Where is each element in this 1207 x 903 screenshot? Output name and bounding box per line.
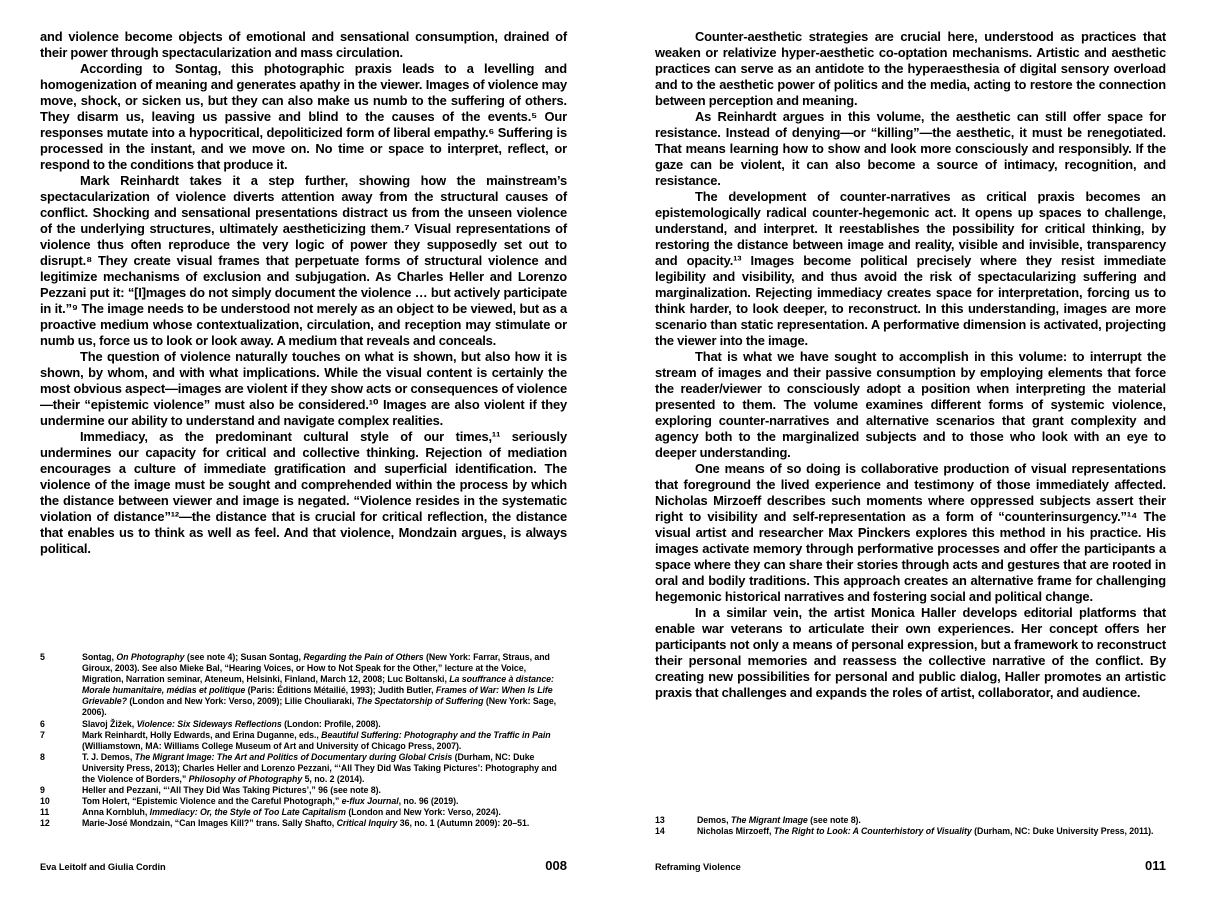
footnote-11 <box>40 807 567 818</box>
body-paragraph: According to Sontag, this photographic praxis leads to a levelling and homogenization of meaning and generates apathy in the viewer. Images of violence may move, shock, or sicken us, but they can also make us numb to the suffering of others. They disarm us, leaving us passive and blind to the causes of the events.⁵ Our responses mutate into a hypocritical, depoliticized form of liberal empathy.⁶ Suffering is processed in the instant, and we move on. No time or space to interpret, reflect, or respond to the conditions that produce it. <box>40 61 567 172</box>
footnote-text: Anna Kornbluh, Immediacy: Or, the Style of Too Late Capitalism (London and New York: Verso, 2024). <box>82 807 501 818</box>
footnote-number: 12 <box>40 818 50 829</box>
page-left <box>40 0 567 903</box>
footnote-text: Marie-José Mondzain, “Can Images Kill?” trans. Sally Shafto, Critical Inquiry 36, no. 1 (Autumn 2009): 20–51. <box>82 818 530 829</box>
footnote-number: 9 <box>40 785 45 796</box>
page-number-right: 011 <box>1145 858 1166 873</box>
footnote-text: Slavoj Žižek, Violence: Six Sideways Reflections (London: Profile, 2008). <box>82 718 381 729</box>
body-paragraph: Immediacy, as the predominant cultural style of our times,¹¹ seriously undermines our capacity for critical and collective thinking. Rejection of mediation encourages a culture of immediate gratification and superficial identification. The violence of the image must be sought and comprehended within the process by which the distance between viewer and image is negated. “Violence resides in the systematic violation of distance”¹²—the distance that is crucial for critical reflection, the distance that enables us to think as well as feel. And that violence, Mondzain argues, is always political. <box>40 429 567 556</box>
page-right <box>655 0 1166 903</box>
footnote-12 <box>40 818 567 829</box>
footnote-text: Mark Reinhardt, Holly Edwards, and Erina Duganne, eds., Beautiful Suffering: Photography and the Traffic in Pain (Williamstown, MA: Williams College Museum of Art and University of Chicago Press, 2007). <box>82 729 551 751</box>
footnote-text: T. J. Demos, The Migrant Image: The Art and Politics of Documentary during Global Crisis (Durham, NC: Duke University Press, 2013); Charles Heller and Lorenzo Pezzani, “‘All They Did Was Taking Pictures’: Photography and the Violence of Borders,” Philosophy of Photography 5, no. 2 (2014). <box>82 751 557 785</box>
footnote-number: 10 <box>40 796 50 807</box>
page-number-left: 008 <box>545 858 567 873</box>
running-footer-authors: Eva Leitolf and Giulia Cordin <box>40 862 166 872</box>
footnote-6 <box>40 719 567 730</box>
footnote-text: Tom Holert, “Epistemic Violence and the Careful Photograph,” e-flux Journal, no. 96 (2019). <box>82 796 459 807</box>
footnote-number: 14 <box>655 826 665 837</box>
body-text-left <box>40 29 567 557</box>
footnote-text: Demos, The Migrant Image (see note 8). <box>697 815 861 825</box>
footnote-number: 11 <box>40 807 50 818</box>
footnote-number: 6 <box>40 718 45 729</box>
running-footer-title: Reframing Violence <box>655 862 741 872</box>
footnote-7 <box>40 730 567 752</box>
footnote-number: 13 <box>655 815 665 825</box>
footnotes-right <box>655 815 1166 837</box>
body-paragraph: The question of violence naturally touches on what is shown, but also how it is shown, by whom, and with what implications. While the visual content is certainly the most obvious aspect—images are violent if they show acts or consequences of violence—their “epistemic violence” must also be considered.¹⁰ Images are also violent if they undermine our ability to understand and navigate complex realities. <box>40 349 567 428</box>
page-footer-left <box>40 858 567 873</box>
body-paragraph: The development of counter-narratives as critical praxis becomes an epistemologically radical counter-hegemonic act. It opens up spaces to challenge, understand, and interpret. It reestablishes the possibility for critical thinking, by restoring the distance between image and reality, visible and invisible, transparency and opacity.¹³ Images become political precisely where they resist immediate legibility and visibility, and thus avoid the risk of spectacularizing suffering and marginalization. Rejecting immediacy creates space for interpretation, forcing us to think harder, to look deeper, to reconstruct. In this understanding, images are more scenario than static representation. A performative dimension is activated, projecting the viewer into the image. <box>655 189 1166 348</box>
body-paragraph: Mark Reinhardt takes it a step further, showing how the mainstream’s spectacularization of violence diverts attention away from the structural causes of conflict. Shocking and sensational presentations distract us from the unseen violence of the underlying structures, ultimately aestheticizing them.⁷ Visual representations of violence thus often reproduce the very logic of power they supposedly set out to disrupt.⁸ They create visual frames that perpetuate forms of structural violence and legitimize mechanisms of exclusion and subjugation. As Charles Heller and Lorenzo Pezzani put it: “[I]mages do not simply document the violence … but actively participate in it.”⁹ The image needs to be understood not merely as an object to be viewed, but as a proactive medium whose contextualization, circulation, and reception may stimulate or numb us, force us to look or look away. A medium that reveals and conceals. <box>40 173 567 348</box>
footnote-number: 7 <box>40 729 45 740</box>
footnote-text: Sontag, On Photography (see note 4); Susan Sontag, Regarding the Pain of Others (New York: Farrar, Straus, and Giroux, 2003). See also Mieke Bal, “Hearing Voices, or How to Not Speak for the Other,” lecture at the Voice, Migration, Narration seminar, Ateneum, Helsinki, Finland, March 12, 2008; Luc Boltanski, La souffrance à distance: Morale humanitaire, médias et politique (Paris: Éditions Métailié, 1993); Judith Butler, Frames of War: When Is Life Grievable? (London and New York: Verso, 2009); Lilie Chouliaraki, The Spectatorship of Suffering (New York: Sage, 2006). <box>82 652 557 718</box>
footnote-13 <box>655 815 1166 826</box>
footnotes-left <box>40 652 567 830</box>
footnote-text: Heller and Pezzani, “‘All They Did Was Taking Pictures’,” 96 (see note 8). <box>82 785 381 796</box>
page-footer-right <box>655 858 1166 873</box>
body-paragraph: In a similar vein, the artist Monica Haller develops editorial platforms that enable war veterans to articulate their own experiences. Her concept offers her participants not only a means of personal expression, but a framework to reconstruct their personal memories and reassess the collective narrative of the conflict. By creating new possibilities for personal and public dialog, Haller promotes an artistic praxis that challenges and expands the roles of artist, collaborator, and audience. <box>655 605 1166 700</box>
footnote-9 <box>40 785 567 796</box>
body-paragraph: As Reinhardt argues in this volume, the aesthetic can still offer space for resistance. Instead of denying—or “killing”—the aesthetic, it must be renegotiated. That means learning how to show and look more consciously and responsibly. If the gaze can be violent, it can also become a source of intimacy, recognition, and resistance. <box>655 109 1166 188</box>
body-paragraph: Counter-aesthetic strategies are crucial here, understood as practices that weaken or relativize hyper-aesthetic co-optation mechanisms. Artistic and aesthetic practices can serve as an antidote to the hyperaesthesia of digital sensory overload and to the aesthetic power of politics and the media, acting to restore the connection between perception and meaning. <box>655 29 1166 108</box>
body-paragraph: That is what we have sought to accomplish in this volume: to interrupt the stream of images and their passive consumption by employing elements that force the reader/viewer to consciously adopt a position when interpreting the material presented to them. The volume examines different forms of systemic violence, exploring counter-narratives and alternative scenarios that grant complexity and agency both to the marginalized subjects and to those who look with an eye to deeper understanding. <box>655 349 1166 460</box>
footnote-number: 8 <box>40 751 45 762</box>
footnote-5 <box>40 652 567 719</box>
body-paragraph: and violence become objects of emotional and sensational consumption, drained of their power through spectacularization and mass circulation. <box>40 29 567 60</box>
footnote-text: Nicholas Mirzoeff, The Right to Look: A Counterhistory of Visuality (Durham, NC: Duke University Press, 2011). <box>697 826 1154 837</box>
footnote-8 <box>40 752 567 785</box>
body-paragraph: One means of so doing is collaborative production of visual representations that foreground the lived experience and testimony of those immediately affected. Nicholas Mirzoeff describes such moments where oppressed subjects assert their right to visibility and self-representation as a form of “counterinsurgency.”¹⁴ The visual artist and researcher Max Pinckers explores this method in his practice. His images activate memory through performative processes and offer the participants a space where they can share their stories through acts and gestures that are rooted in oral and bodily traditions. This approach creates an alternative frame for challenging hegemonic historical narratives and fostering social and political change. <box>655 461 1166 604</box>
footnote-number: 5 <box>40 652 45 662</box>
footnote-14 <box>655 826 1166 837</box>
body-text-right <box>655 29 1166 701</box>
footnote-10 <box>40 796 567 807</box>
